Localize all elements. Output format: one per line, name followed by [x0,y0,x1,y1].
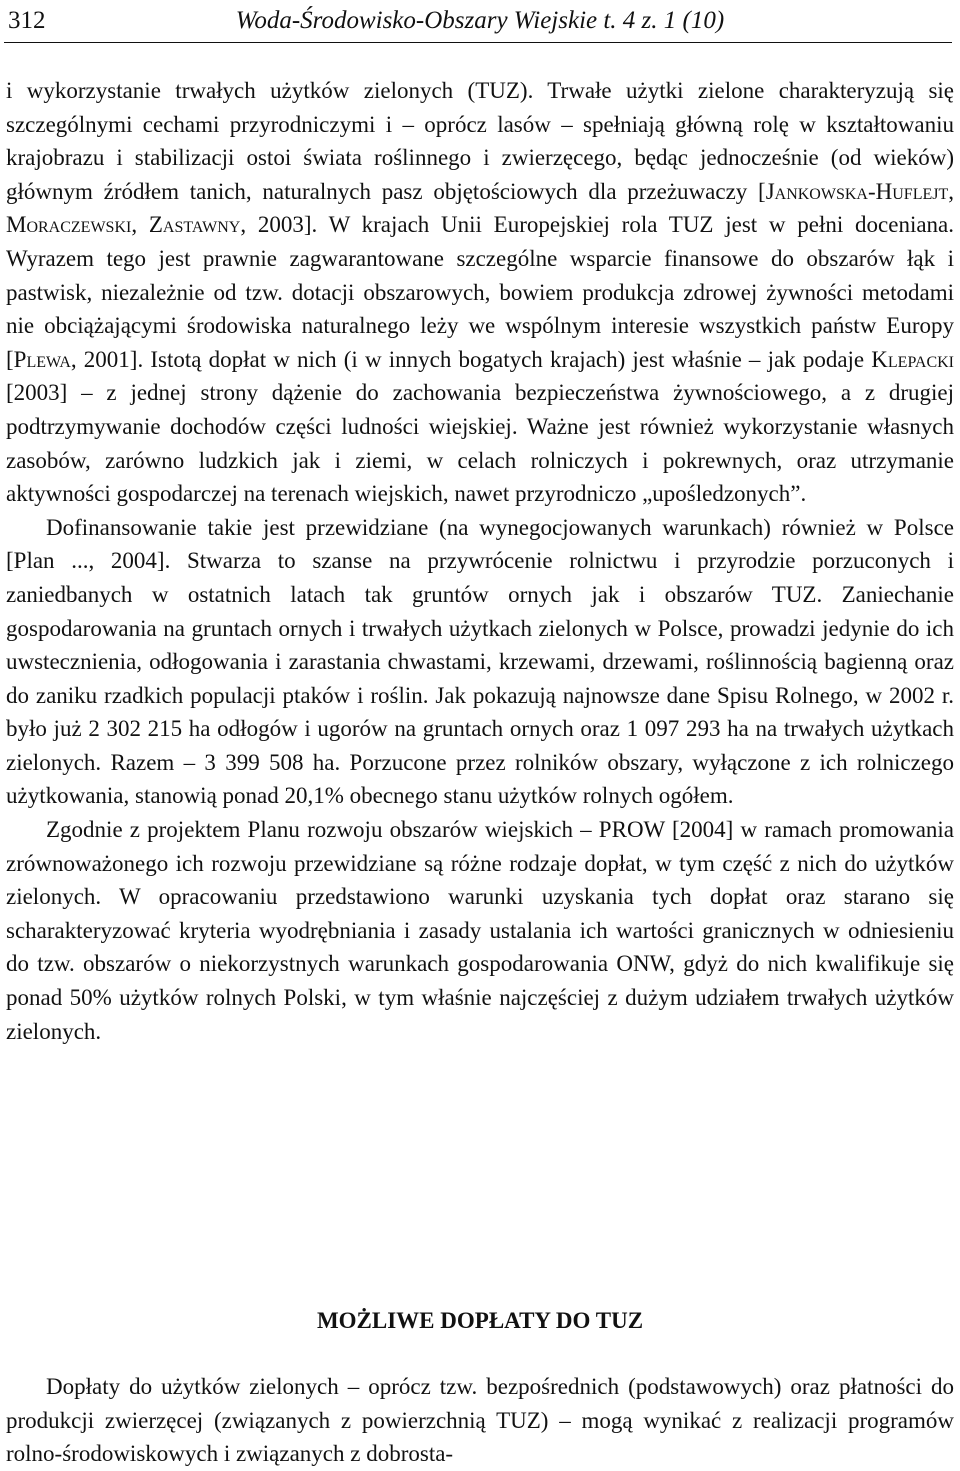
citation-authors: Plewa [13,346,71,372]
header-rule [4,42,952,43]
page-number: 312 [8,7,46,34]
paragraph-3: Zgodnie z projektem Planu rozwoju obszarów wiejskich – PROW [2004] w ramach promowania zrównoważonego ich rozwoju przewidziane są różne rodzaje dopłat, w tym część z nich do użytków zielonych. W opracowaniu przedstawiono warunki uzyskania tych dopłat oraz starano się scharakteryzować kryteria wyodrębniania i zasady ustalania ich wartości granicznych w odniesieniu do tzw. obszarów o niekorzystnych warunkach gospodarowania ONW, gdyż do nich kwalifikuje się ponad 50% użytków rolnych Polski, w tym właśnie najczęściej z dużym udziałem trwałych użytków zielonych. [6,817,954,1044]
body-text [6,74,954,1048]
paragraph-4: Dopłaty do użytków zielonych – oprócz tzw. bezpośrednich (podstawowych) oraz płatności do produkcji zwierzęcej (związanych z powierzchnią TUZ) – mogą wynikać z realizacji programów rolno-środowiskowych i związanych z dobrosta- [6,1374,954,1467]
section-heading: MOŻLIWE DOPŁATY DO TUZ [316,1308,644,1333]
paragraph-2: Dofinansowanie takie jest przewidziane (na wynegocjowanych warunkach) również w Polsce [Plan ..., 2004]. Stwarza to szanse na przywrócenie rolnictwu i przyrodzie porzuconych i zaniedbanych w ostatnich latach tak gruntów ornych jak i obszarów TUZ. Zaniechanie gospodarowania na gruntach ornych i trwałych użytkach zielonych w Polsce, prowadzi jedynie do ich uwstecznienia, odłogowania i zarastania chwastami, krzewami, drzewami, roślinnością bagienną oraz do zaniku rzadkich populacji ptaków i roślin. Jak pokazują najnowsze dane Spisu Rolnego, w 2002 r. było już 2 302 215 ha odłogów i ugorów na gruntach ornych oraz 1 097 293 ha na trwałych użytkach zielonych. Razem – 3 399 508 ha. Porzucone przez rolników obszary, wyłączone z ich rolniczego użytkowania, stanowią ponad 20,1% obecnego stanu użytków rolnych ogółem. [6,514,954,809]
text-run: [2003] – z jednej strony dążenie do zachowania bezpieczeństwa żywnościowego, a z drugiej podtrzymywanie dochodów części ludności wiejskiej. Ważne jest również wykorzystanie własnych zasobów, zarówno ludzkich jak i ziemi, w celach rolniczych i pokrewnych, oraz utrzymanie aktywności gospodarczej na terenach wiejskich, nawet przyrodniczo „upośledzonych”. [6,380,954,507]
body-text-continued [6,1370,954,1471]
journal-title: Woda-Środowisko-Obszary Wiejskie t. 4 z. 1 (10) [235,7,725,34]
text-run: i wykorzystanie trwałych użytków zielonych (TUZ). Trwałe użytki zielone charakteryzują się szczególnymi cechami przyrodniczymi i – oprócz lasów – spełniają główną rolę w kształtowaniu krajobrazu i stabilizacji ostoi świata roślinnego i zwierzęcego, będąc jednocześnie (od wieków) głównym źródłem tanich, naturalnych pasz objętościowych dla przeżuwaczy [ [6,78,954,204]
text-run: , 2003]. W krajach Unii Europejskiej rola TUZ jest w pełni doceniana. Wyrazem tego jest prawnie zagwarantowane szczególne wsparcie finansowe do obszarów łąk i pastwisk, niezależnie od tzw. dotacji obszarowych, bowiem produkcja zdrowej żywności metodami nie obciążającymi środowiska naturalnego leży we wspólnym interesie wszystkich państw Europy [ [6,212,955,372]
paragraph-1 [6,74,954,511]
citation-authors: Jankowska-Huflejt, Moraczewski, Zastawny [6,178,954,238]
text-run: , 2001]. Istotą dopłat w nich (i w innych bogatych krajach) jest właśnie – jak podaje [70,346,872,372]
citation-authors: Klepacki [871,346,954,372]
